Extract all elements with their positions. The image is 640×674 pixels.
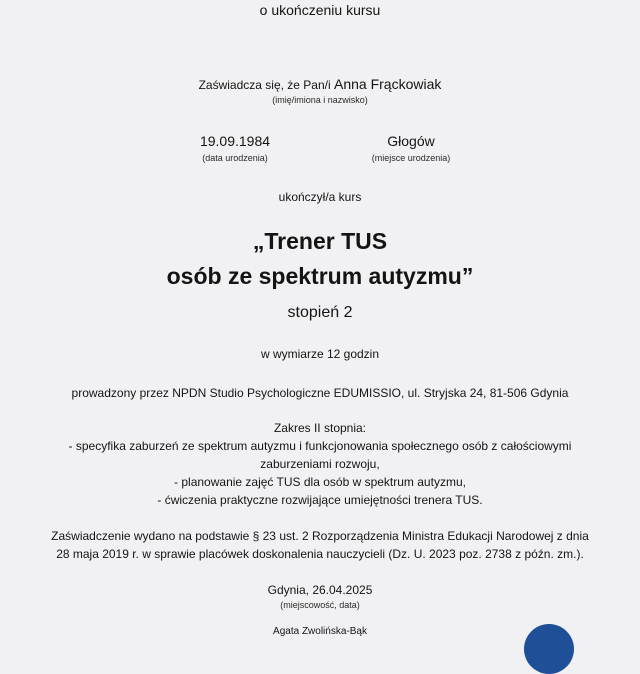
legal-basis-line-1: Zaświadczenie wydano na podstawie § 23 ust. 2 Rozporządzenia Ministra Edukacji Narodowej z dnia <box>51 529 589 543</box>
course-title-line-2: osób ze spektrum autyzmu” <box>166 263 474 289</box>
birth-place: Głogów <box>387 133 435 149</box>
course-title-line-1: „Trener TUS <box>252 228 388 254</box>
seal-stamp-icon <box>524 624 574 674</box>
scope-item: - planowanie zajęć TUS dla osób w spektrum autyzmu, <box>174 475 466 489</box>
signer-name: Agata Zwolińska-Bąk <box>273 626 367 637</box>
legal-basis-line-2: 28 maja 2019 r. w sprawie placówek doskonalenia nauczycieli (Dz. U. 2023 poz. 2738 z późn. zm.). <box>56 547 584 561</box>
scope-item: - ćwiczenia praktyczne rozwijające umiejętności trenera TUS. <box>157 493 483 507</box>
completed-course-label: ukończył/a kurs <box>278 190 362 204</box>
certifies-prefix: Zaświadcza się, że Pan/i <box>198 78 331 92</box>
scope-item: - specyfika zaburzeń ze spektrum autyzmu i funkcjonowania społecznego osób z całościowymi <box>68 439 572 453</box>
birth-place-caption: (miejsce urodzenia) <box>371 153 451 163</box>
document-header: o ukończeniu kursu <box>259 2 381 18</box>
birth-date: 19.09.1984 <box>199 133 271 149</box>
name-caption: (imię/imiona i nazwisko) <box>272 95 368 105</box>
course-hours: w wymiarze 12 godzin <box>260 347 380 361</box>
place-and-date: Gdynia, 26.04.2025 <box>267 583 373 597</box>
certification-line <box>0 76 640 92</box>
holder-name: Anna Frąckowiak <box>334 76 442 92</box>
birth-date-caption: (data urodzenia) <box>202 153 268 163</box>
scope-heading: Zakres II stopnia: <box>273 421 367 435</box>
place-date-caption: (miejscowość, data) <box>280 600 360 610</box>
course-organizer: prowadzony przez NPDN Studio Psychologiczne EDUMISSIO, ul. Stryjska 24, 81-506 Gdynia <box>71 386 569 400</box>
course-level: stopień 2 <box>287 304 353 321</box>
scope-item: zaburzeniami rozwoju, <box>260 457 380 471</box>
